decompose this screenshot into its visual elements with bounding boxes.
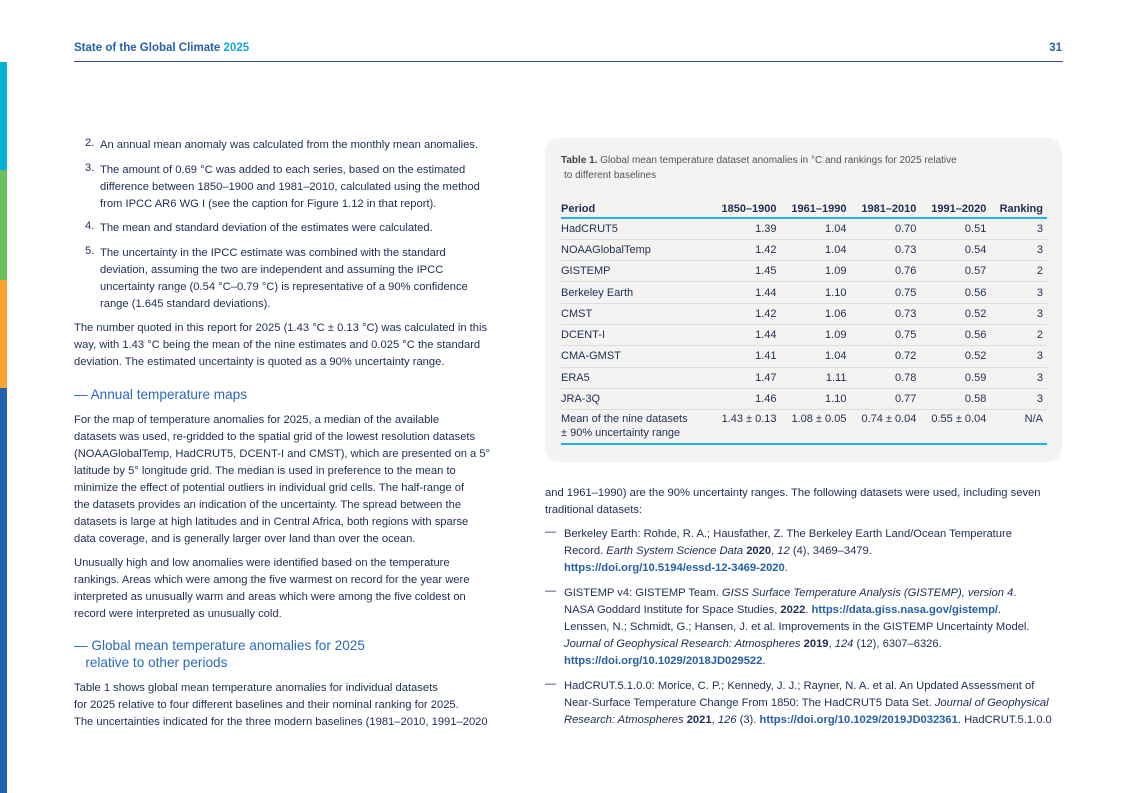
table-cell: 1.11	[781, 367, 851, 388]
text-line: latitude by 5° longitude grid. The median is used in preference to the mean to	[74, 465, 456, 477]
header-year: 2025	[223, 42, 250, 54]
table-row	[561, 303, 1047, 324]
text-segment: Earth System Science Data	[606, 545, 744, 557]
text-line: record were interpreted as unusually cold.	[74, 608, 282, 620]
text-line	[564, 526, 1012, 543]
text-segment: 124	[834, 638, 854, 650]
table-cell: 1.43 ± 0.13	[711, 410, 781, 444]
table-cell: 0.52	[920, 346, 990, 367]
table-cell: 1.10	[781, 282, 851, 303]
text-line: The mean and standard deviation of the estimates were calculated.	[100, 222, 433, 234]
table-cell: 3	[990, 346, 1047, 367]
table-cell: 1.04	[781, 346, 851, 367]
page-number: 31	[1049, 42, 1062, 54]
section-stripe-green	[0, 170, 7, 280]
text-line: minimize the effect of potential outliers in individual grid cells. The half-range of	[74, 482, 465, 494]
text-segment: 2021	[686, 714, 712, 726]
text-line	[564, 585, 1030, 602]
table-caption-label: Table 1.	[561, 155, 598, 166]
text-segment: Lenssen, N.; Schmidt, G.; Hansen, J. et al. Improvements in the GISTEMP Uncertainty Model.	[564, 621, 1030, 633]
text-line: For the map of temperature anomalies for 2025, a median of the available	[74, 414, 440, 426]
text-segment: 2019	[803, 638, 829, 650]
text-line: traditional datasets:	[545, 504, 643, 516]
table-cell: 1.44	[711, 324, 781, 345]
text-segment: . HadCRUT.5.1.0.0	[957, 714, 1052, 726]
text-segment: Record.	[564, 545, 607, 557]
dataset-name: JRA-3Q	[561, 388, 711, 409]
reference-text	[564, 678, 1052, 729]
table-cell: 0.54	[920, 239, 990, 260]
doi-link[interactable]: https://doi.org/10.1029/2018JD029522	[564, 655, 763, 667]
doi-link[interactable]: https://doi.org/10.1029/2019JD032361	[759, 714, 958, 726]
text-line	[564, 560, 1012, 577]
table-cell: 3	[990, 367, 1047, 388]
list-number: 3.	[85, 162, 95, 174]
text-segment: .	[805, 604, 812, 616]
text-line	[564, 619, 1030, 636]
text-segment: ,	[828, 638, 835, 650]
mean-label-line: Mean of the nine datasets	[561, 413, 688, 426]
list-dash: —	[545, 585, 557, 597]
text-line	[564, 695, 1052, 712]
list-number: 2.	[85, 137, 95, 149]
paragraph-unusual-anomalies	[74, 555, 469, 623]
paragraph-map-method	[74, 412, 490, 548]
text-line: datasets was used, re-gridded to the spatial grid of the lowest resolution datasets	[74, 431, 476, 443]
section-stripe-blue	[0, 388, 7, 793]
dataset-name: DCENT-I	[561, 324, 711, 345]
dataset-name: Berkeley Earth	[561, 282, 711, 303]
text-line: uncertainty range (0.54 °C–0.79 °C) is representative of a 90% confidence	[100, 281, 468, 293]
table-caption	[561, 153, 957, 183]
text-line: The uncertainty in the IPCC estimate was combined with the standard	[100, 247, 446, 259]
mean-label-line: ± 90% uncertainty range	[561, 427, 681, 440]
section-stripe-orange	[0, 280, 7, 388]
table-cell: 3	[990, 239, 1047, 260]
table-cell: 2	[990, 324, 1047, 345]
text-line: deviation, assuming the two are independent and assuming the IPCC	[100, 264, 444, 276]
text-segment: (12), 6307–6326.	[853, 638, 942, 650]
text-line: rankings. Areas which were among the five warmest on record for the year were	[74, 574, 470, 586]
text-line: An annual mean anomaly was calculated from the monthly mean anomalies.	[100, 139, 479, 151]
list-item-text	[100, 220, 433, 237]
table-row	[561, 218, 1047, 239]
table-cell: 1.42	[711, 303, 781, 324]
table-row-mean	[561, 410, 1047, 444]
text-line: from IPCC AR6 WG I (see the caption for Figure 1.12 in that report).	[100, 198, 437, 210]
text-segment: Near-Surface Temperature Change From 1850: The HadCRUT5 Data Set.	[564, 697, 935, 709]
text-line: — Global mean temperature anomalies for 2025	[74, 638, 365, 653]
list-item-text	[100, 245, 468, 313]
text-segment: 2020	[746, 545, 772, 557]
text-line: Table 1 shows global mean temperature anomalies for individual datasets	[74, 682, 438, 694]
reference-text	[564, 526, 1012, 577]
table-cell: 1.44	[711, 282, 781, 303]
text-line: Unusually high and low anomalies were identified based on the temperature	[74, 557, 450, 569]
table-cell: 0.72	[850, 346, 920, 367]
header-title: State of the Global Climate	[74, 42, 221, 54]
table-cell: 1.09	[781, 324, 851, 345]
table-cell: 0.75	[850, 324, 920, 345]
text-segment: ,	[711, 714, 718, 726]
reference-text	[564, 585, 1030, 670]
paragraph-datasets-intro	[545, 485, 1040, 519]
table-cell: 0.73	[850, 303, 920, 324]
text-segment: .	[784, 562, 788, 574]
table-cell: 3	[990, 303, 1047, 324]
text-segment: Journal of Geophysical Research: Atmospheres	[564, 638, 801, 650]
table-cell: 1.42	[711, 239, 781, 260]
doi-link[interactable]: https://doi.org/10.5194/essd-12-3469-2020	[564, 562, 785, 574]
list-dash: —	[545, 678, 557, 690]
text-line: The number quoted in this report for 2025 (1.43 °C ± 0.13 °C) was calculated in this	[74, 322, 488, 334]
table-cell: 3	[990, 388, 1047, 409]
text-line: difference between 1850–1900 and 1981–2010, calculated using the method	[100, 181, 480, 193]
text-line: data coverage, and is generally larger over land than over the ocean.	[74, 533, 416, 545]
column-header: 1850–1900	[711, 198, 781, 218]
text-segment: .	[762, 655, 766, 667]
list-number: 4.	[85, 220, 95, 232]
table-header-row	[561, 198, 1047, 218]
section-stripe-cyan	[0, 62, 7, 170]
dataset-name: CMA-GMST	[561, 346, 711, 367]
table-cell: 0.56	[920, 282, 990, 303]
text-segment: 12	[777, 545, 790, 557]
paragraph-table-intro	[74, 680, 488, 731]
table-cell: N/A	[990, 410, 1047, 444]
table-cell: 0.74 ± 0.04	[850, 410, 920, 444]
doi-link[interactable]: https://data.giss.nasa.gov/gistemp/	[811, 604, 999, 616]
text-line	[564, 543, 1012, 560]
table-row	[561, 282, 1047, 303]
text-segment: (4), 3469–3479.	[789, 545, 872, 557]
text-line: deviation. The estimated uncertainty is quoted as a 90% uncertainty range.	[74, 356, 445, 368]
table-cell: 0.52	[920, 303, 990, 324]
table-row	[561, 261, 1047, 282]
table-cell: 0.56	[920, 324, 990, 345]
table-cell: 1.04	[781, 218, 851, 239]
table-cell: 1.39	[711, 218, 781, 239]
list-number: 5.	[85, 245, 95, 257]
dataset-name: CMST	[561, 303, 711, 324]
heading-annual-temperature-maps	[74, 386, 247, 403]
column-header: Ranking	[990, 198, 1047, 218]
table-cell: 0.57	[920, 261, 990, 282]
text-line: The amount of 0.69 °C was added to each series, based on the estimated	[100, 164, 466, 176]
text-line: relative to other periods	[74, 655, 228, 670]
text-line	[564, 602, 1030, 619]
table-cell: 1.46	[711, 388, 781, 409]
table-cell: 0.70	[850, 218, 920, 239]
text-segment: .	[998, 604, 1002, 616]
table-cell: 0.58	[920, 388, 990, 409]
text-line: interpreted as unusually warm and areas which were among the five coldest on	[74, 591, 466, 603]
table-cell: 1.10	[781, 388, 851, 409]
table-cell: 3	[990, 282, 1047, 303]
text-line: way, with 1.43 °C being the mean of the nine estimates and 0.025 °C the standard	[74, 339, 481, 351]
text-line: the datasets provides an indication of the uncertainty. The spread between the	[74, 499, 462, 511]
dataset-name: NOAAGlobalTemp	[561, 239, 711, 260]
mean-label	[561, 410, 711, 444]
text-line: datasets is large at high latitudes and in Central Africa, both regions with sparse	[74, 516, 469, 528]
column-header: 1961–1990	[781, 198, 851, 218]
text-line: (NOAAGlobalTemp, HadCRUT5, DCENT-I and CMST), which are presented on a 5°	[74, 448, 491, 460]
dataset-name: ERA5	[561, 367, 711, 388]
table-cell: 1.04	[781, 239, 851, 260]
table-cell: 0.59	[920, 367, 990, 388]
table-cell: 0.73	[850, 239, 920, 260]
table-row	[561, 239, 1047, 260]
paragraph-number-quoted	[74, 320, 487, 371]
text-segment: NASA Goddard Institute for Space Studies,	[564, 604, 781, 616]
text-segment: Journal of Geophysical	[934, 697, 1049, 709]
text-line: and 1961–1990) are the 90% uncertainty ranges. The following datasets were used, including seven	[545, 487, 1041, 499]
text-segment: ,	[771, 545, 778, 557]
table-row	[561, 324, 1047, 345]
text-line	[564, 712, 1052, 729]
table-row	[561, 367, 1047, 388]
text-line	[564, 653, 1030, 670]
table-cell: 1.06	[781, 303, 851, 324]
column-header: Period	[561, 198, 711, 218]
table-caption-text: Global mean temperature dataset anomalies in °C and rankings for 2025 relative	[597, 155, 957, 166]
dataset-name: GISTEMP	[561, 261, 711, 282]
table-row	[561, 388, 1047, 409]
text-segment: 126	[717, 714, 737, 726]
text-line: The uncertainties indicated for the three modern baselines (1981–2010, 1991–2020	[74, 716, 488, 728]
text-segment: .	[1013, 587, 1017, 599]
table-cell: 1.41	[711, 346, 781, 367]
text-segment: GISTEMP v4: GISTEMP Team.	[564, 587, 722, 599]
column-header: 1991–2020	[920, 198, 990, 218]
text-line	[564, 636, 1030, 653]
text-segment: GISS Surface Temperature Analysis (GISTEMP), version 4	[721, 587, 1014, 599]
table-cell: 1.09	[781, 261, 851, 282]
text-line: for 2025 relative to four different baselines and their nominal ranking for 2025.	[74, 699, 459, 711]
table-cell: 0.77	[850, 388, 920, 409]
list-dash: —	[545, 526, 557, 538]
table-cell: 1.47	[711, 367, 781, 388]
table-cell: 0.75	[850, 282, 920, 303]
running-header	[74, 42, 249, 54]
text-segment: Research: Atmospheres	[564, 714, 684, 726]
list-item-text	[100, 137, 478, 154]
anomalies-table	[561, 198, 1047, 445]
table-cell: 0.51	[920, 218, 990, 239]
header-rule	[74, 61, 1063, 62]
heading-global-mean-anomalies	[74, 637, 365, 671]
table-cell: 2	[990, 261, 1047, 282]
text-segment: Berkeley Earth: Rohde, R. A.; Hausfather, Z. The Berkeley Earth Land/Ocean Temperature	[564, 528, 1012, 540]
table-cell: 0.55 ± 0.04	[920, 410, 990, 444]
text-line	[564, 678, 1052, 695]
table-cell: 1.45	[711, 261, 781, 282]
text-segment: 2022	[780, 604, 806, 616]
column-header: 1981–2010	[850, 198, 920, 218]
list-item-text	[100, 162, 480, 213]
dataset-name: HadCRUT5	[561, 218, 711, 239]
table-cell: 1.08 ± 0.05	[781, 410, 851, 444]
text-segment: (3).	[736, 714, 760, 726]
table-cell: 0.78	[850, 367, 920, 388]
table-cell: 0.76	[850, 261, 920, 282]
table-caption-text-2: to different baselines	[564, 170, 657, 181]
table-cell: 3	[990, 218, 1047, 239]
text-segment: HadCRUT.5.1.0.0: Morice, C. P.; Kennedy, J. J.; Rayner, N. A. et al. An Updated Assessment of	[564, 680, 1035, 692]
table-row	[561, 346, 1047, 367]
text-line: — Annual temperature maps	[74, 387, 248, 402]
text-line: range (1.645 standard deviations).	[100, 298, 271, 310]
